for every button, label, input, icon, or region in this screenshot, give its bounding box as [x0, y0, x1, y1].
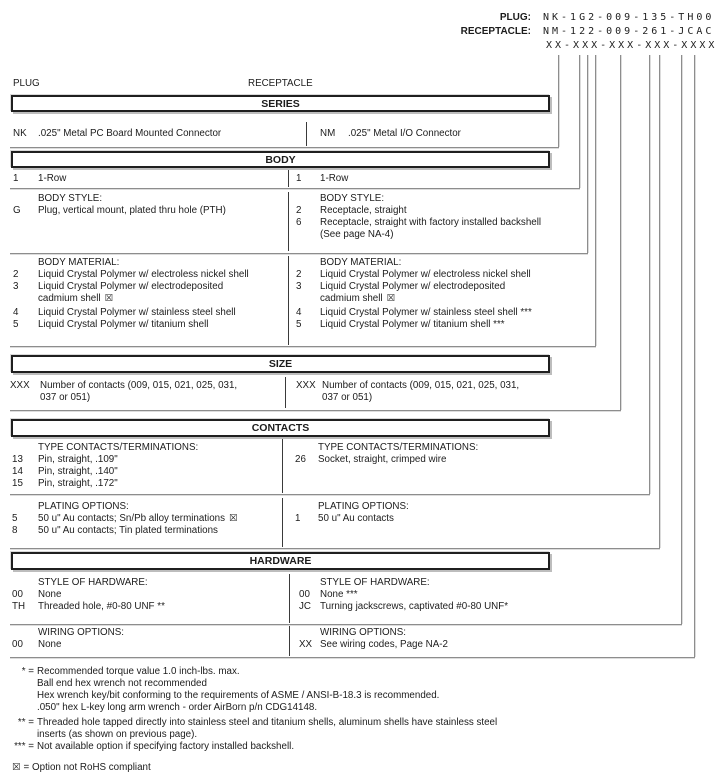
option-code: XX: [299, 639, 313, 650]
not-rohs-icon: ☒: [104, 293, 114, 304]
not-rohs-icon: ☒: [386, 293, 396, 304]
contacts-plating-left: [12, 501, 238, 537]
option-row: [296, 173, 348, 185]
option-code: NM: [320, 128, 336, 139]
column-divider: [306, 122, 307, 146]
option-row: [299, 601, 508, 613]
body-header: BODY: [11, 151, 550, 168]
option-row: [296, 307, 532, 319]
option-code: 15: [12, 478, 23, 489]
option-text: cadmium shell: [320, 293, 383, 304]
option-text: 50 u" Au contacts: [318, 513, 394, 524]
footnote-symbol: *** =: [14, 741, 34, 752]
footnotes: [10, 666, 497, 753]
rule-series-bottom: [10, 147, 559, 148]
option-text: Turning jackscrews, captivated #0-80 UNF*: [320, 601, 509, 612]
size-left: [10, 380, 237, 404]
body-row-right: [296, 173, 348, 185]
option-text: 50 u" Au contacts; Tin plated terminations: [38, 525, 218, 536]
option-code: XXX: [296, 380, 316, 391]
hardware-wiring-right: [299, 627, 448, 651]
option-text: Liquid Crystal Polymer w/ titanium shell: [38, 319, 209, 330]
series-right: [320, 128, 461, 140]
option-text: .025" Metal PC Board Mounted Connector: [38, 128, 222, 139]
column-divider: [282, 498, 283, 547]
option-row: [296, 205, 541, 217]
option-code: TH: [12, 601, 26, 612]
option-code: 3: [296, 281, 302, 292]
option-text: Receptacle, straight with factory installed backshell: [320, 217, 542, 228]
option-code: 1: [13, 173, 19, 184]
option-text: None: [38, 639, 62, 650]
rule-body-row-bottom: [10, 188, 580, 189]
option-code: 4: [296, 307, 302, 318]
option-text: Plug, vertical mount, plated thru hole (PTH): [38, 205, 226, 216]
body-material-right: [296, 257, 532, 331]
leader-contacts-plating: [659, 55, 660, 548]
column-divider: [288, 170, 289, 187]
option-code: 26: [295, 454, 306, 465]
subsection-heading: WIRING OPTIONS:: [38, 627, 124, 638]
option-code: 2: [296, 205, 302, 216]
option-code: 00: [12, 589, 23, 600]
option-row: [296, 229, 541, 241]
column-divider: [282, 439, 283, 493]
option-text: 037 or 051): [40, 392, 91, 403]
option-code: 5: [13, 319, 19, 330]
option-code: JC: [299, 601, 311, 612]
column-divider: [288, 256, 289, 345]
option-text: None ***: [320, 589, 358, 600]
option-code: 00: [299, 589, 310, 600]
footnote-text: Not available option if specifying factory installed backshell.: [37, 741, 295, 752]
leader-size: [620, 55, 621, 410]
contacts-type-right: [295, 442, 478, 466]
footnote-line: [10, 717, 497, 729]
option-row: [13, 269, 249, 281]
rohs-note: [12, 762, 151, 774]
option-row: [296, 217, 541, 229]
option-text: cadmium shell: [38, 293, 101, 304]
option-row: [13, 293, 249, 305]
footnote-line: [10, 690, 497, 702]
subsection-heading: WIRING OPTIONS:: [320, 627, 406, 638]
option-code: 3: [13, 281, 19, 292]
rule-hardware-bottom: [10, 657, 695, 658]
option-code: G: [13, 205, 21, 216]
option-text: None: [38, 589, 62, 600]
leader-body-row: [579, 55, 580, 188]
contacts-header: CONTACTS: [11, 419, 550, 437]
option-text: Socket, straight, crimped wire: [318, 454, 447, 465]
hardware-wiring-left: [12, 627, 124, 651]
option-row: [12, 589, 165, 601]
footnote-line: [10, 702, 497, 714]
option-text: 1-Row: [38, 173, 67, 184]
leader-body-material: [595, 55, 596, 346]
option-text: Pin, straight, .109": [38, 454, 118, 465]
option-code: 8: [12, 525, 18, 536]
option-row: [12, 513, 238, 525]
option-row: [13, 281, 249, 293]
option-text: Liquid Crystal Polymer w/ electrodeposited: [38, 281, 224, 292]
footnote-text: Threaded hole tapped directly into stainless steel and titanium shells, aluminum shells have stainless steel: [37, 717, 498, 728]
rule-contacts-type-bottom: [10, 494, 650, 495]
hardware-style-left: [12, 577, 165, 613]
option-code: 1: [295, 513, 301, 524]
option-text: 1-Row: [320, 173, 349, 184]
column-divider: [289, 626, 290, 656]
subsection-heading: STYLE OF HARDWARE:: [320, 577, 430, 588]
option-text: Threaded hole, #0-80 UNF **: [38, 601, 165, 612]
option-row: [320, 128, 461, 140]
plug-column-label: PLUG: [13, 78, 40, 89]
subsection-heading: STYLE OF HARDWARE:: [38, 577, 148, 588]
rohs-text: Option not RoHS compliant: [32, 762, 151, 773]
option-code: 2: [13, 269, 19, 280]
option-row: [295, 513, 409, 525]
option-row: [13, 205, 226, 217]
option-code: 6: [296, 217, 302, 228]
footnote-line: [10, 729, 497, 741]
option-row: [299, 589, 508, 601]
option-row: [13, 173, 66, 185]
not-rohs-icon: ☒: [12, 762, 21, 773]
subsection-heading: TYPE CONTACTS/TERMINATIONS:: [38, 442, 199, 453]
option-code: XXX: [10, 380, 30, 391]
option-text: See wiring codes, Page NA-2: [320, 639, 448, 650]
footnote-text: Recommended torque value 1.0 inch-lbs. max.: [37, 666, 240, 677]
subsection-heading: BODY STYLE:: [320, 193, 385, 204]
rule-size-bottom: [10, 410, 621, 411]
option-row: [296, 269, 532, 281]
option-text: Pin, straight, .172": [38, 478, 118, 489]
plug-code-value: NK-1G2-009-135-TH00: [543, 12, 715, 23]
option-row: [299, 639, 448, 651]
option-code: 4: [13, 307, 19, 318]
footnote-text: .050" hex L-key long arm wrench - order AirBorn p/n CDG14148.: [37, 702, 318, 713]
body-material-left: [13, 257, 249, 331]
option-row: [296, 281, 532, 293]
receptacle-column-label: RECEPTACLE: [248, 78, 313, 89]
body-style-left: [13, 193, 226, 217]
footnote-line: [10, 666, 497, 678]
series-header: SERIES: [11, 95, 550, 112]
option-text: Receptacle, straight: [320, 205, 407, 216]
option-text: Liquid Crystal Polymer w/ stainless steel shell: [38, 307, 236, 318]
code-pattern: XX-XXX-XXX-XXX-XXXX: [546, 40, 717, 51]
option-text: Liquid Crystal Polymer w/ stainless steel shell ***: [320, 307, 532, 318]
option-text: Liquid Crystal Polymer w/ electroless nickel shell: [38, 269, 249, 280]
option-text: .025" Metal I/O Connector: [348, 128, 461, 139]
receptacle-code-label: RECEPTACLE:: [460, 26, 531, 37]
option-code: 1: [296, 173, 302, 184]
leader-hardware-wiring: [694, 55, 695, 657]
option-text: Pin, straight, .140": [38, 466, 118, 477]
option-code: NK: [13, 128, 27, 139]
series-left: [13, 128, 221, 140]
rule-body-style-bottom: [10, 253, 588, 254]
option-row: [10, 380, 237, 392]
option-text: (See page NA-4): [320, 229, 394, 240]
subsection-heading: BODY MATERIAL:: [38, 257, 120, 268]
option-row: [12, 466, 198, 478]
footnote-text: Ball end hex wrench not recommended: [37, 678, 207, 689]
option-text: Liquid Crystal Polymer w/ electrodeposited: [320, 281, 506, 292]
option-row: [296, 392, 519, 404]
option-row: [13, 128, 221, 140]
option-row: [12, 601, 165, 613]
column-divider: [288, 192, 289, 251]
leader-series: [558, 55, 559, 147]
hardware-style-right: [299, 577, 508, 613]
body-row-left: [13, 173, 66, 185]
option-row: [295, 454, 478, 466]
rohs-equals: =: [23, 762, 30, 773]
rule-body-bottom: [10, 346, 596, 347]
footnote-symbol: ** =: [17, 717, 34, 728]
option-code: 5: [296, 319, 302, 330]
option-code: 00: [12, 639, 23, 650]
body-style-right: [296, 193, 541, 241]
option-row: [296, 319, 532, 331]
rule-contacts-bottom: [10, 548, 660, 549]
hardware-header: HARDWARE: [11, 552, 550, 570]
plug-code-label: PLUG:: [499, 12, 531, 23]
size-right: [296, 380, 519, 404]
option-text: 50 u" Au contacts; Sn/Pb alloy terminations: [38, 513, 226, 524]
option-row: [12, 525, 238, 537]
contacts-plating-right: [295, 501, 409, 525]
option-code: 5: [12, 513, 18, 524]
footnote-symbol: * =: [21, 666, 34, 677]
option-text: Number of contacts (009, 015, 021, 025, 031,: [40, 380, 238, 391]
subsection-heading: BODY MATERIAL:: [320, 257, 402, 268]
option-text: Liquid Crystal Polymer w/ electroless nickel shell: [320, 269, 531, 280]
option-text: Liquid Crystal Polymer w/ titanium shell ***: [320, 319, 505, 330]
receptacle-code-value: NM-122-009-261-JCAC: [543, 26, 715, 37]
option-row: [12, 639, 124, 651]
footnote-line: [10, 678, 497, 690]
subsection-heading: PLATING OPTIONS:: [318, 501, 409, 512]
option-code: 2: [296, 269, 302, 280]
rule-hardware-style-bottom: [10, 624, 682, 625]
footnote-text: Hex wrench key/bit conforming to the requirements of ASME / ANSI-B-18.3 is recommended.: [37, 690, 440, 701]
contacts-type-left: [12, 442, 198, 490]
option-row: [13, 307, 249, 319]
option-row: [13, 319, 249, 331]
option-row: [12, 478, 198, 490]
not-rohs-icon: ☒: [229, 513, 238, 524]
leader-contacts-type: [649, 55, 650, 494]
column-divider: [289, 574, 290, 623]
option-text: 037 or 051): [322, 392, 373, 403]
leader-body-style: [587, 55, 588, 253]
subsection-heading: TYPE CONTACTS/TERMINATIONS:: [318, 442, 479, 453]
option-code: 13: [12, 454, 23, 465]
column-divider: [285, 377, 286, 408]
footnote-line: [10, 741, 497, 753]
footnote-text: inserts (as shown on previous page).: [37, 729, 198, 740]
option-code: 14: [12, 466, 23, 477]
option-row: [296, 293, 532, 305]
option-text: Number of contacts (009, 015, 021, 025, 031,: [322, 380, 520, 391]
leader-hardware-style: [681, 55, 682, 624]
size-header: SIZE: [11, 355, 550, 373]
option-row: [10, 392, 237, 404]
subsection-heading: BODY STYLE:: [38, 193, 103, 204]
subsection-heading: PLATING OPTIONS:: [38, 501, 129, 512]
option-row: [296, 380, 519, 392]
option-row: [12, 454, 198, 466]
